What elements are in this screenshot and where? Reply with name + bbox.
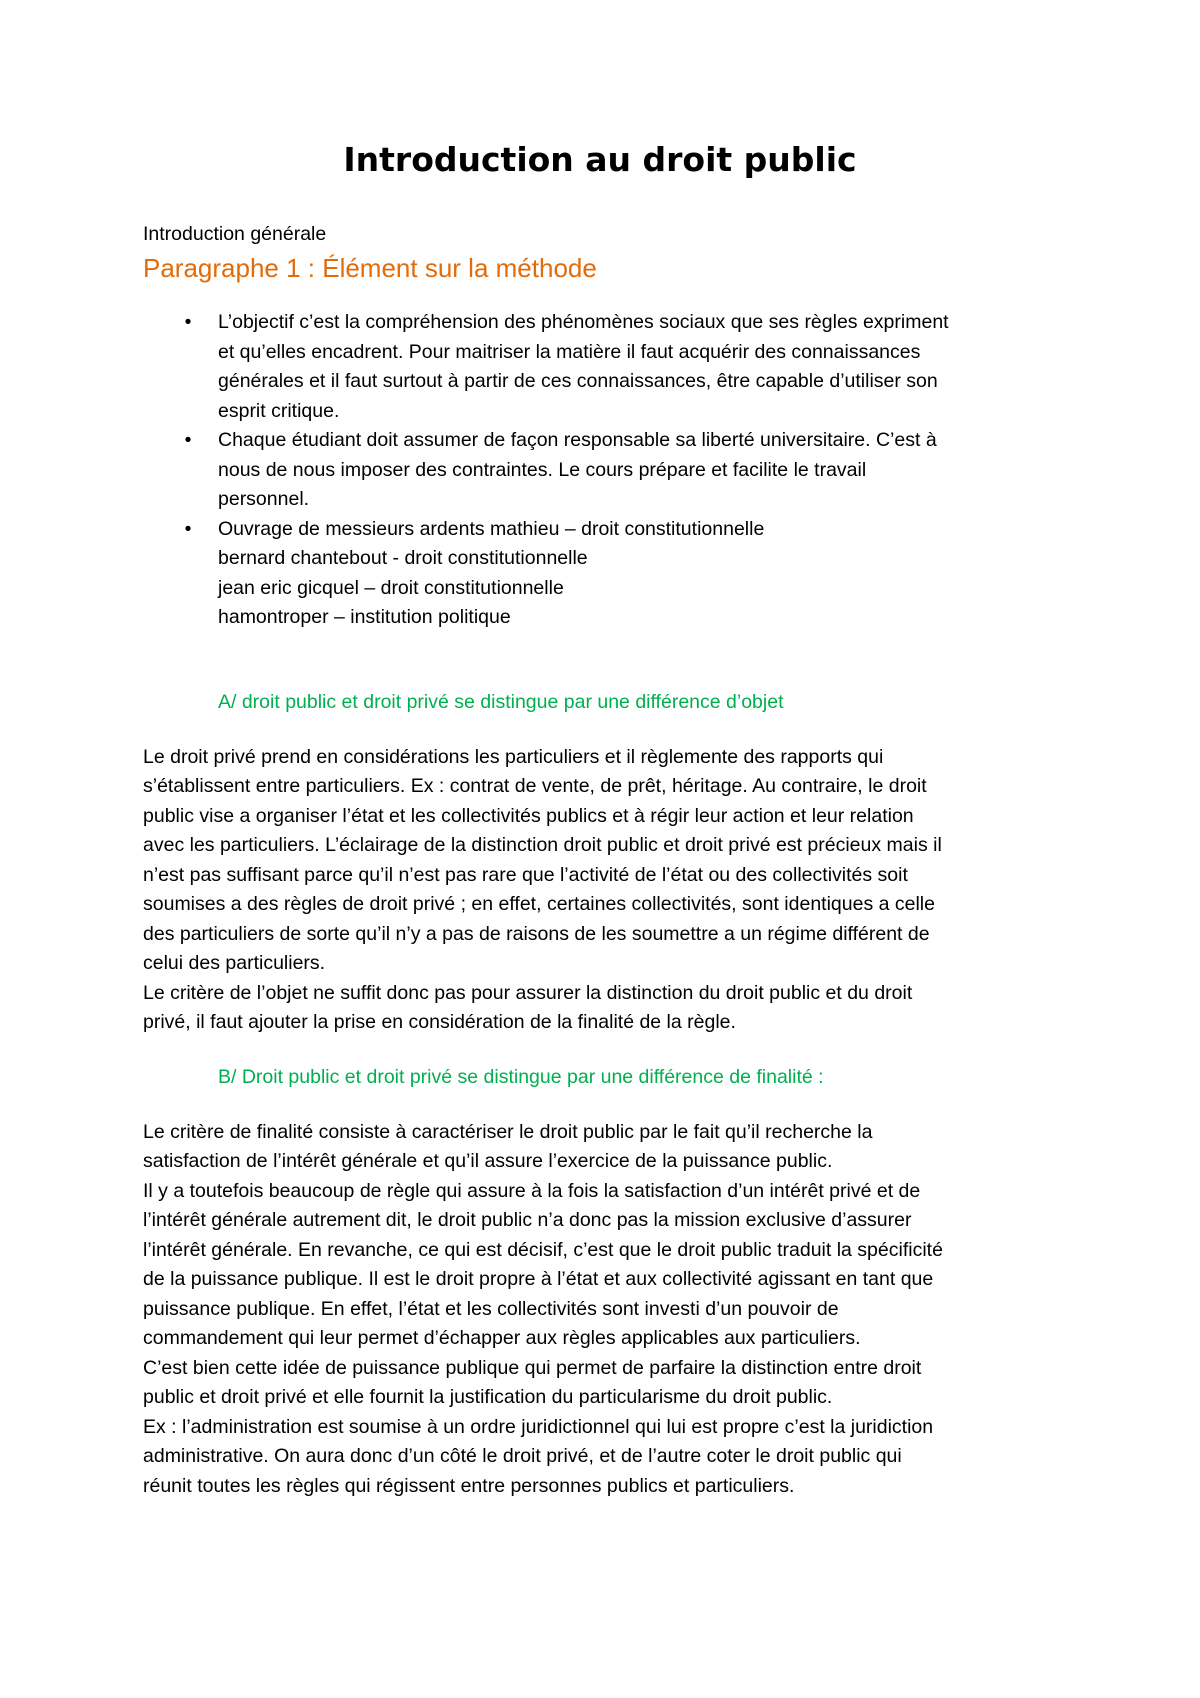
document-body <box>143 220 1063 1501</box>
section-a-paragraph <box>143 743 1063 1038</box>
bullet-line: hamontroper – institution politique <box>218 606 511 628</box>
paragraph-line: celui des particuliers. <box>143 952 326 974</box>
section-b-paragraph <box>143 1118 1063 1502</box>
paragraph-line: Le critère de l’objet ne suffit donc pas pour assurer la distinction du droit public et du droit <box>143 981 913 1004</box>
paragraph-line: s’établissent entre particuliers. Ex : contrat de vente, de prêt, héritage. Au contraire, le droit <box>143 775 927 797</box>
paragraph-line: avec les particuliers. L’éclairage de la distinction droit public et droit privé est précieux mais il <box>143 834 942 856</box>
paragraph-line: l’intérêt générale. En revanche, ce qui est décisif, c’est que le droit public traduit la spécificité <box>143 1238 943 1261</box>
section-b-heading: B/ Droit public et droit privé se distingue par une différence de finalité : <box>218 1065 824 1088</box>
paragraph-line: puissance publique. En effet, l’état et les collectivités sont investi d’un pouvoir de <box>143 1297 839 1320</box>
bullet-list <box>143 308 1063 633</box>
bullet-icon: • <box>184 311 192 333</box>
bullet-line: nous de nous imposer des contraintes. Le cours prépare et facilite le travail <box>218 458 867 481</box>
intro-label: Introduction générale <box>143 223 327 245</box>
paragraph-line: public vise a organiser l’état et les collectivités publics et à régir leur action et leur relation <box>143 804 914 827</box>
bullet-line: L’objectif c’est la compréhension des phénomènes sociaux que ses règles expriment <box>218 311 949 333</box>
paragraph-line: Ex : l’administration est soumise à un ordre juridictionnel qui lui est propre c’est la juridiction <box>143 1415 934 1438</box>
bullet-line: Ouvrage de messieurs ardents mathieu – droit constitutionnelle <box>218 517 765 540</box>
bullet-line: générales et il faut surtout à partir de ces connaissances, être capable d’utiliser son <box>218 370 938 392</box>
paragraph-heading: Paragraphe 1 : Élément sur la méthode <box>143 253 597 283</box>
bullet-line: esprit critique. <box>218 399 340 422</box>
document-title: Introduction au droit public <box>343 140 857 179</box>
paragraph-line: des particuliers de sorte qu’il n’y a pas de raisons de les soumettre a un régime différent de <box>143 922 930 945</box>
bullet-line: et qu’elles encadrent. Pour maitriser la matière il faut acquérir des connaissances <box>218 340 921 363</box>
paragraph-line: Le droit privé prend en considérations les particuliers et il règlemente des rapports qui <box>143 745 884 768</box>
paragraph-line: public et droit privé et elle fournit la justification du particularisme du droit public. <box>143 1386 833 1408</box>
paragraph-line: Le critère de finalité consiste à caractériser le droit public par le fait qu’il recherche la <box>143 1120 873 1143</box>
paragraph-line: n’est pas suffisant parce qu’il n’est pas rare que l’activité de l’état ou des collectivités soit <box>143 863 908 886</box>
paragraph-line: privé, il faut ajouter la prise en considération de la finalité de la règle. <box>143 1011 736 1033</box>
bullet-item-objective <box>184 308 1063 426</box>
bullet-icon: • <box>184 517 192 540</box>
section-a-heading: A/ droit public et droit privé se distingue par une différence d’objet <box>218 690 784 713</box>
paragraph-line: l’intérêt générale autrement dit, le droit public n’a donc pas la mission exclusive d’assurer <box>143 1209 912 1231</box>
bullet-line: jean eric gicquel – droit constitutionnelle <box>218 576 564 599</box>
bullet-icon: • <box>184 429 192 451</box>
paragraph-line: réunit toutes les règles qui régissent entre personnes publics et particuliers. <box>143 1474 795 1497</box>
bullet-item-books <box>184 515 1063 633</box>
paragraph-line: satisfaction de l’intérêt générale et qu’il assure l’exercice de la puissance public. <box>143 1150 833 1172</box>
paragraph-line: soumises a des règles de droit privé ; en effet, certaines collectivités, sont identiques a celle <box>143 893 935 915</box>
paragraph-line: commandement qui leur permet d’échapper aux règles applicables aux particuliers. <box>143 1327 861 1349</box>
paragraph-line: C’est bien cette idée de puissance publique qui permet de parfaire la distinction entre droit <box>143 1356 922 1379</box>
bullet-line: bernard chantebout - droit constitutionnelle <box>218 547 588 569</box>
paragraph-line: de la puissance publique. Il est le droit propre à l’état et aux collectivité agissant en tant que <box>143 1268 934 1290</box>
paragraph-line: administrative. On aura donc d’un côté le droit privé, et de l’autre coter le droit public qui <box>143 1445 902 1467</box>
bullet-line: personnel. <box>218 488 310 510</box>
bullet-line: Chaque étudiant doit assumer de façon responsable sa liberté universitaire. C’est à <box>218 429 937 451</box>
bullet-item-student <box>184 426 1063 515</box>
paragraph-line: Il y a toutefois beaucoup de règle qui assure à la fois la satisfaction d’un intérêt privé et de <box>143 1179 921 1202</box>
